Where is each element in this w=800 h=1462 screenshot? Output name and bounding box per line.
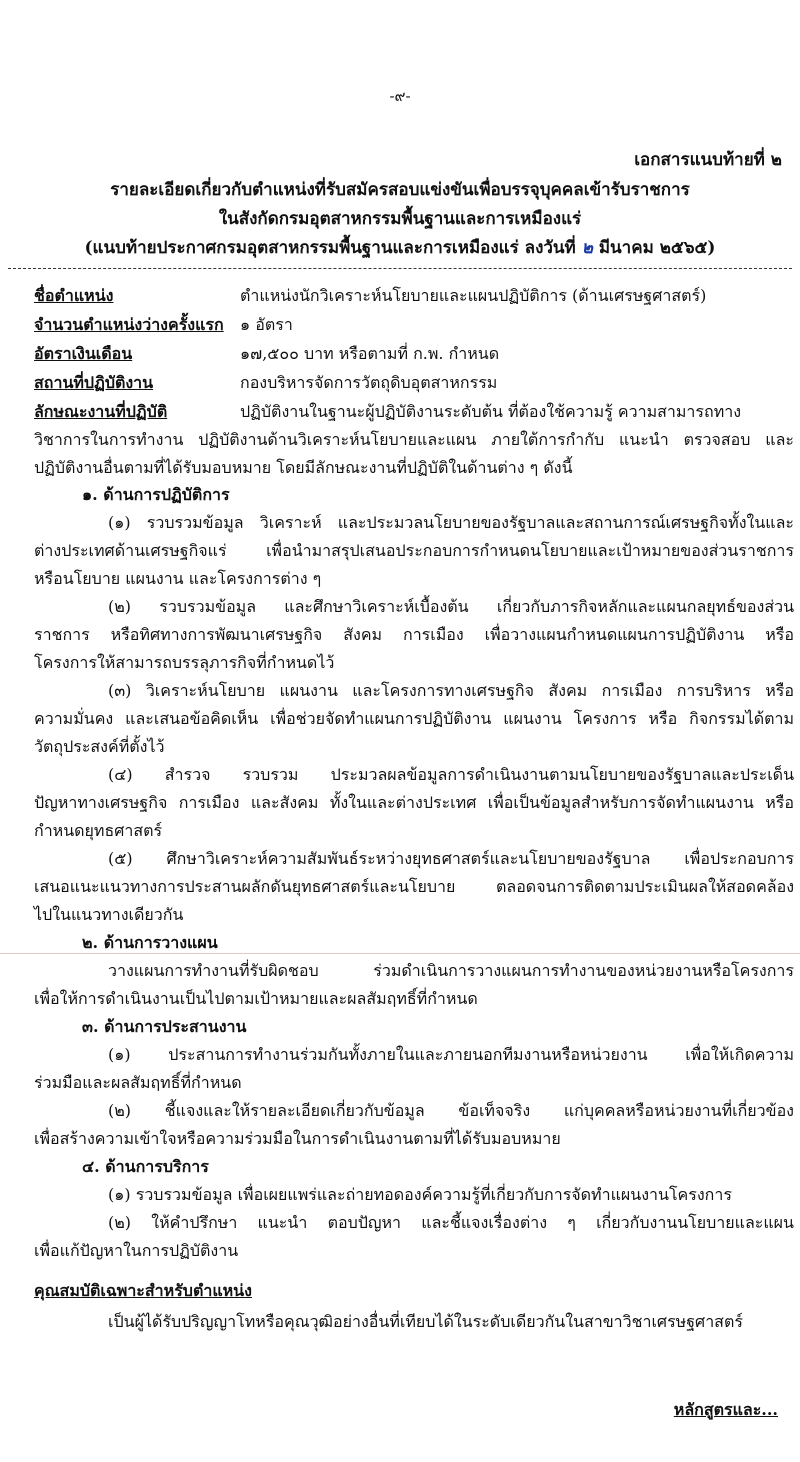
page-number: -๙- — [389, 87, 411, 105]
list-item-line: ราชการ หรือทิศทางการพัฒนาเศรษฐกิจ สังคม การเมือง เพื่อวางแผนกำหนดแผนการปฏิบัติงาน หรือ — [34, 625, 794, 644]
separator-dashed — [8, 268, 792, 269]
list-item-line: (๑) ประสานการทำงานร่วมกันทั้งภายในและภายนอกทีมงานหรือหน่วยงาน เพื่อให้เกิดความ — [108, 1045, 794, 1064]
field-workplace-value: กองบริหารจัดการวัตถุดิบอุตสาหกรรม — [240, 373, 498, 392]
field-salary-value: ๑๗,๕๐๐ บาท หรือตามที่ ก.พ. กำหนด — [240, 344, 500, 363]
duties-line: ปฏิบัติงานอื่นตามที่ได้รับมอบหมาย โดยมีลักษณะงานที่ปฏิบัติในด้านต่าง ๆ ดังนี้ — [34, 458, 573, 477]
field-vacancies-value: ๑ อัตรา — [240, 315, 293, 334]
list-item-line: โครงการให้สามารถบรรลุภารกิจที่กำหนดไว้ — [34, 653, 335, 672]
continued-footer: หลักสูตรและ... — [673, 1400, 778, 1419]
section-title: ๒. ด้านการวางแผน — [82, 933, 218, 952]
annex-label: เอกสารแนบท้ายที่ ๒ — [634, 150, 782, 170]
list-item-line: เพื่อแก้ปัญหาในการปฏิบัติงาน — [34, 1241, 239, 1260]
header-line-3-prefix: (แนบท้ายประกาศกรมอุตสาหกรรมพื้นฐานและการเหมืองแร่ ลงวันที่ — [84, 238, 576, 258]
list-item-line: ร่วมมือและผลสัมฤทธิ์ที่กำหนด — [34, 1073, 242, 1092]
header-date-day: ๒ — [581, 238, 593, 258]
list-item-line: ปัญหาทางเศรษฐกิจ การเมือง และสังคม ทั้งในและต่างประเทศ เพื่อเป็นข้อมูลสำหรับการจัดทำแผนงาน หรือ — [34, 793, 794, 812]
qualification-title: คุณสมบัติเฉพาะสำหรับตำแหน่ง — [34, 1281, 252, 1300]
header-line-2: ในสังกัดกรมอุตสาหกรรมพื้นฐานและการเหมืองแร่ — [218, 209, 582, 229]
paragraph-line: วางแผนการทำงานที่รับผิดชอบ ร่วมดำเนินการวางแผนการทำงานของหน่วยงานหรือโครงการ — [108, 961, 794, 980]
qualification-text: เป็นผู้ได้รับปริญญาโทหรือคุณวุฒิอย่างอื่นที่เทียบได้ในระดับเดียวกันในสาขาวิชาเศรษฐศาสตร์ — [108, 1312, 743, 1331]
field-position-label: ชื่อตำแหน่ง — [34, 286, 114, 305]
list-item-line: (๑) รวบรวมข้อมูล วิเคราะห์ และประมวลนโยบายของรัฐบาลและสถานการณ์เศรษฐกิจทั้งในและ — [108, 513, 794, 532]
section-title: ๔. ด้านการบริการ — [82, 1157, 209, 1176]
list-item-line: วัตถุประสงค์ที่ตั้งไว้ — [34, 737, 165, 756]
field-duties-value: ปฏิบัติงานในฐานะผู้ปฏิบัติงานระดับต้น ที่ต้องใช้ความรู้ ความสามารถทาง — [240, 402, 742, 421]
list-item-line: (๒) ให้คำปรึกษา แนะนำ ตอบปัญหา และชี้แจงเรื่องต่าง ๆ เกี่ยวกับงานนโยบายและแผน — [108, 1213, 794, 1232]
list-item-line: (๕) ศึกษาวิเคราะห์ความสัมพันธ์ระหว่างยุทธศาสตร์และนโยบายของรัฐบาล เพื่อประกอบการ — [108, 849, 794, 868]
field-workplace-label: สถานที่ปฏิบัติงาน — [34, 373, 154, 392]
header-line-3-suffix: มีนาคม ๒๕๖๕) — [598, 238, 716, 258]
paragraph-line: เพื่อให้การดำเนินงานเป็นไปตามเป้าหมายและผลสัมฤทธิ์ที่กำหนด — [34, 989, 478, 1008]
list-item-line: (๒) รวบรวมข้อมูล และศึกษาวิเคราะห์เบื้องต้น เกี่ยวกับภารกิจหลักและแผนกลยุทธ์ของส่วน — [108, 597, 794, 616]
list-item-line: กำหนดยุทธศาสตร์ — [34, 821, 163, 840]
list-item-line: หรือนโยบาย แผนงาน และโครงการต่าง ๆ — [34, 569, 322, 588]
list-item-line: ความมั่นคง และเสนอข้อคิดเห็น เพื่อช่วยจัดทำแผนการปฏิบัติงาน แผนงาน โครงการ หรือ กิจกรรมได้ตาม — [34, 709, 794, 728]
duties-line: วิชาการในการทำงาน ปฏิบัติงานด้านวิเคราะห์นโยบายและแผน ภายใต้การกำกับ แนะนำ ตรวจสอบ และ — [34, 430, 794, 449]
field-duties-label: ลักษณะงานที่ปฏิบัติ — [34, 402, 168, 421]
field-position-value: ตำแหน่งนักวิเคราะห์นโยบายและแผนปฏิบัติการ (ด้านเศรษฐศาสตร์) — [240, 286, 707, 305]
scan-artifact-line — [0, 953, 800, 954]
header-line-3 — [0, 234, 800, 261]
list-item-line: (๓) วิเคราะห์นโยบาย แผนงาน และโครงการทางเศรษฐกิจ สังคม การเมือง การบริหาร หรือ — [108, 681, 794, 700]
list-item-line: ไปในแนวทางเดียวกัน — [34, 905, 184, 924]
field-vacancies-label: จำนวนตำแหน่งว่างครั้งแรก — [34, 315, 224, 334]
list-item-line: เพื่อสร้างความเข้าใจหรือความร่วมมือในการดำเนินงานตามที่ได้รับมอบหมาย — [34, 1129, 561, 1148]
list-item-line: (๑) รวบรวมข้อมูล เพื่อเผยแพร่และถ่ายทอดองค์ความรู้ที่เกี่ยวกับการจัดทำแผนงานโครงการ — [108, 1185, 732, 1204]
field-salary-label: อัตราเงินเดือน — [34, 344, 133, 363]
list-item-line: เสนอแนะแนวทางการประสานผลักดันยุทธศาสตร์และนโยบาย ตลอดจนการติดตามประเมินผลให้สอดคล้อง — [34, 877, 794, 896]
list-item-line: ต่างประเทศด้านเศรษฐกิจแร่ เพื่อนำมาสรุปเสนอประกอบการกำหนดนโยบายและเป้าหมายของส่วนราชการ — [34, 541, 794, 560]
section-title: ๓. ด้านการประสานงาน — [82, 1017, 247, 1036]
header-line-1: รายละเอียดเกี่ยวกับตำแหน่งที่รับสมัครสอบแข่งขันเพื่อบรรจุบุคคลเข้ารับราชการ — [110, 180, 690, 200]
list-item-line: (๒) ชี้แจงและให้รายละเอียดเกี่ยวกับข้อมูล ข้อเท็จจริง แก่บุคคลหรือหน่วยงานที่เกี่ยวข้อง — [108, 1101, 794, 1120]
section-title: ๑. ด้านการปฏิบัติการ — [82, 485, 230, 504]
list-item-line: (๔) สำรวจ รวบรวม ประมวลผลข้อมูลการดำเนินงานตามนโยบายของรัฐบาลและประเด็น — [108, 765, 794, 784]
